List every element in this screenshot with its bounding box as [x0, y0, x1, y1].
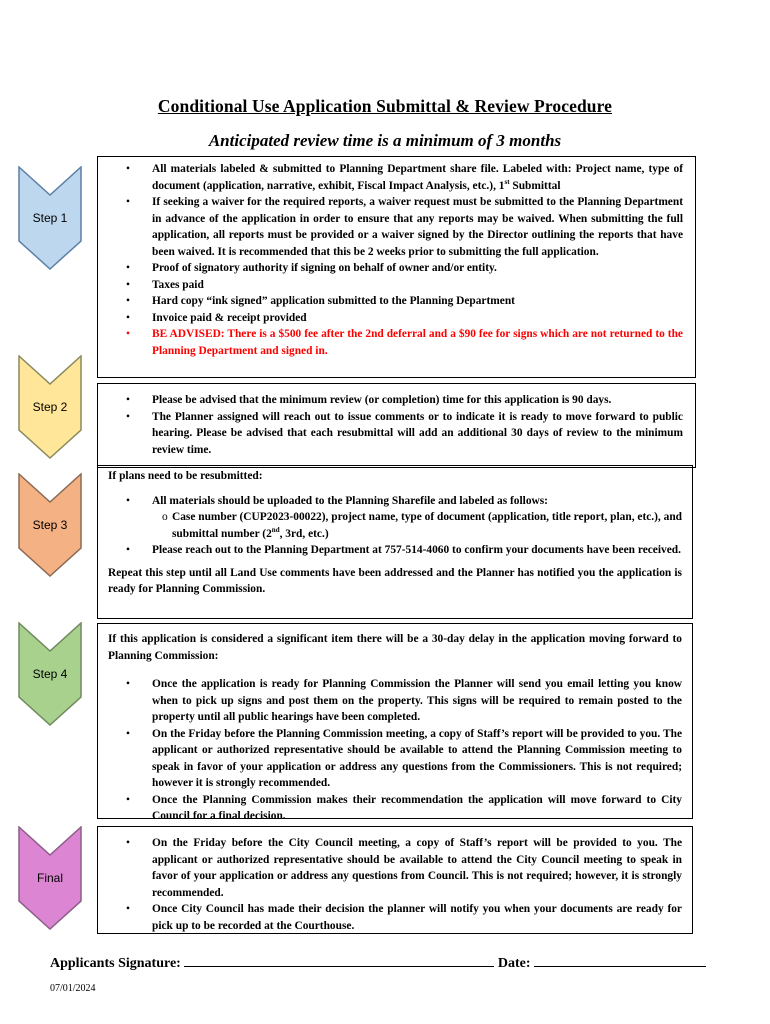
superscript: st — [504, 177, 510, 186]
step-1-label: Step 1 — [32, 211, 68, 225]
step-1-arrow — [18, 166, 94, 270]
step-2-arrow — [18, 355, 94, 459]
step-4-intro: If this application is considered a significant item there will be a 30-day delay in the application moving forward to Planning Commission: — [108, 633, 682, 662]
step-2-label: Step 2 — [32, 400, 68, 414]
step-1-item: • Hard copy “ink signed” application submitted to the Planning Department — [152, 293, 683, 310]
final-item: • Once City Council has made their decision the planner will notify you when your documents are ready for pick up to be recorded at the Courthouse. — [152, 901, 682, 934]
step-3-subitem-text: Case number (CUP2023-00022), project name, type of document (application, title report, plan, etc.), and submittal number (2 — [172, 511, 682, 540]
step-3-subitem-text-end: , 3rd, etc.) — [279, 527, 329, 540]
step-2-item: • The Planner assigned will reach out to issue comments or to indicate it is ready to move forward to public hearing. Please be advised that each resubmittal will add an additional 30 days of review to the minimum review time. — [152, 409, 683, 459]
step-1-item-text: All materials labeled & submitted to Planning Department share file. Labeled with: Project name, type of document (application, narrative, exhibit, Fiscal Impact Analysis, etc.), 1 — [152, 163, 683, 192]
step-3-intro: If plans need to be resubmitted: — [108, 470, 263, 482]
step-1-item: • Invoice paid & receipt provided — [152, 310, 683, 327]
final-label: Final — [36, 871, 63, 885]
date-label: Date: — [497, 956, 531, 971]
date-line[interactable] — [534, 952, 706, 967]
step-3-box — [97, 465, 693, 619]
step-1-box — [97, 156, 696, 378]
step-4-item: • Once the application is ready for Planning Commission the Planner will send you email letting you know when to pick up signs and post them on the property. This signs will be required to remain posted to the property until all public hearings have been completed. — [152, 676, 682, 726]
step-1-item: • Taxes paid — [152, 277, 683, 294]
be-advised-notice: • BE ADVISED: There is a $500 fee after the 2nd deferral and a $90 fee for signs which are not returned to the Planning Department and signed in. — [152, 326, 683, 359]
final-arrow — [18, 826, 94, 930]
step-4-arrow — [18, 622, 94, 726]
step-3-item: • All materials should be uploaded to the Planning Sharefile and labeled as follows: — [152, 493, 682, 510]
superscript: nd — [271, 525, 280, 534]
step-3-label: Step 3 — [32, 518, 68, 532]
step-4-label: Step 4 — [32, 667, 68, 681]
page-title: Conditional Use Application Submittal & Review Procedure — [157, 96, 613, 116]
step-3-outro: Repeat this step until all Land Use comments have been addressed and the Planner has notified you the application is ready for Planning Commission. — [108, 566, 682, 595]
step-3-item: • Please reach out to the Planning Department at 757-514-4060 to confirm your documents have been received. — [152, 542, 682, 559]
step-2-item: • Please be advised that the minimum review (or completion) time for this application is 90 days. — [152, 392, 683, 409]
step-3-subitem — [108, 509, 682, 542]
signature-line[interactable] — [184, 952, 494, 967]
step-4-item: • Once the Planning Commission makes their recommendation the application will move forward to City Council for a final decision. — [152, 792, 682, 825]
step-3-arrow — [18, 473, 94, 577]
step-1-item — [152, 161, 683, 194]
signature-label: Applicants Signature: — [50, 956, 181, 971]
final-item: • On the Friday before the City Council meeting, a copy of Staff’s report will be provided to you. The applicant or authorized representative should be available to attend the City Council meeting to speak in favor of your application or address any questions from Council. This is not required; however, it is strongly recommended. — [152, 835, 682, 901]
step-1-item-text-end: Submittal — [509, 179, 561, 192]
step-1-item: • Proof of signatory authority if signing on behalf of owner and/or entity. — [152, 260, 683, 277]
step-4-item: • On the Friday before the Planning Commission meeting, a copy of Staff’s report will be provided to you. The applicant or authorized representative should be available to attend the Planning Commission meeting to speak in favor of your application or address any questions from the Commissioners. This is not required; however it is strongly recommended. — [152, 726, 682, 792]
step-1-item: • If seeking a waiver for the required reports, a waiver request must be submitted to the Planning Department in advance of the application in order to ensure that any reports may be waived. When submitting the full application, all reports must be provided or a waiver signed by the Director outlining the reports that have been waived. It is recommended that this be 2 weeks prior to submitting the full application. — [152, 194, 683, 260]
step-4-box — [97, 623, 693, 822]
step-2-box — [97, 383, 696, 468]
final-box — [97, 826, 693, 934]
page-subtitle: Anticipated review time is a minimum of 3 months — [208, 131, 562, 150]
footer-date: 07/01/2024 — [50, 983, 96, 994]
signature-row — [50, 952, 706, 972]
